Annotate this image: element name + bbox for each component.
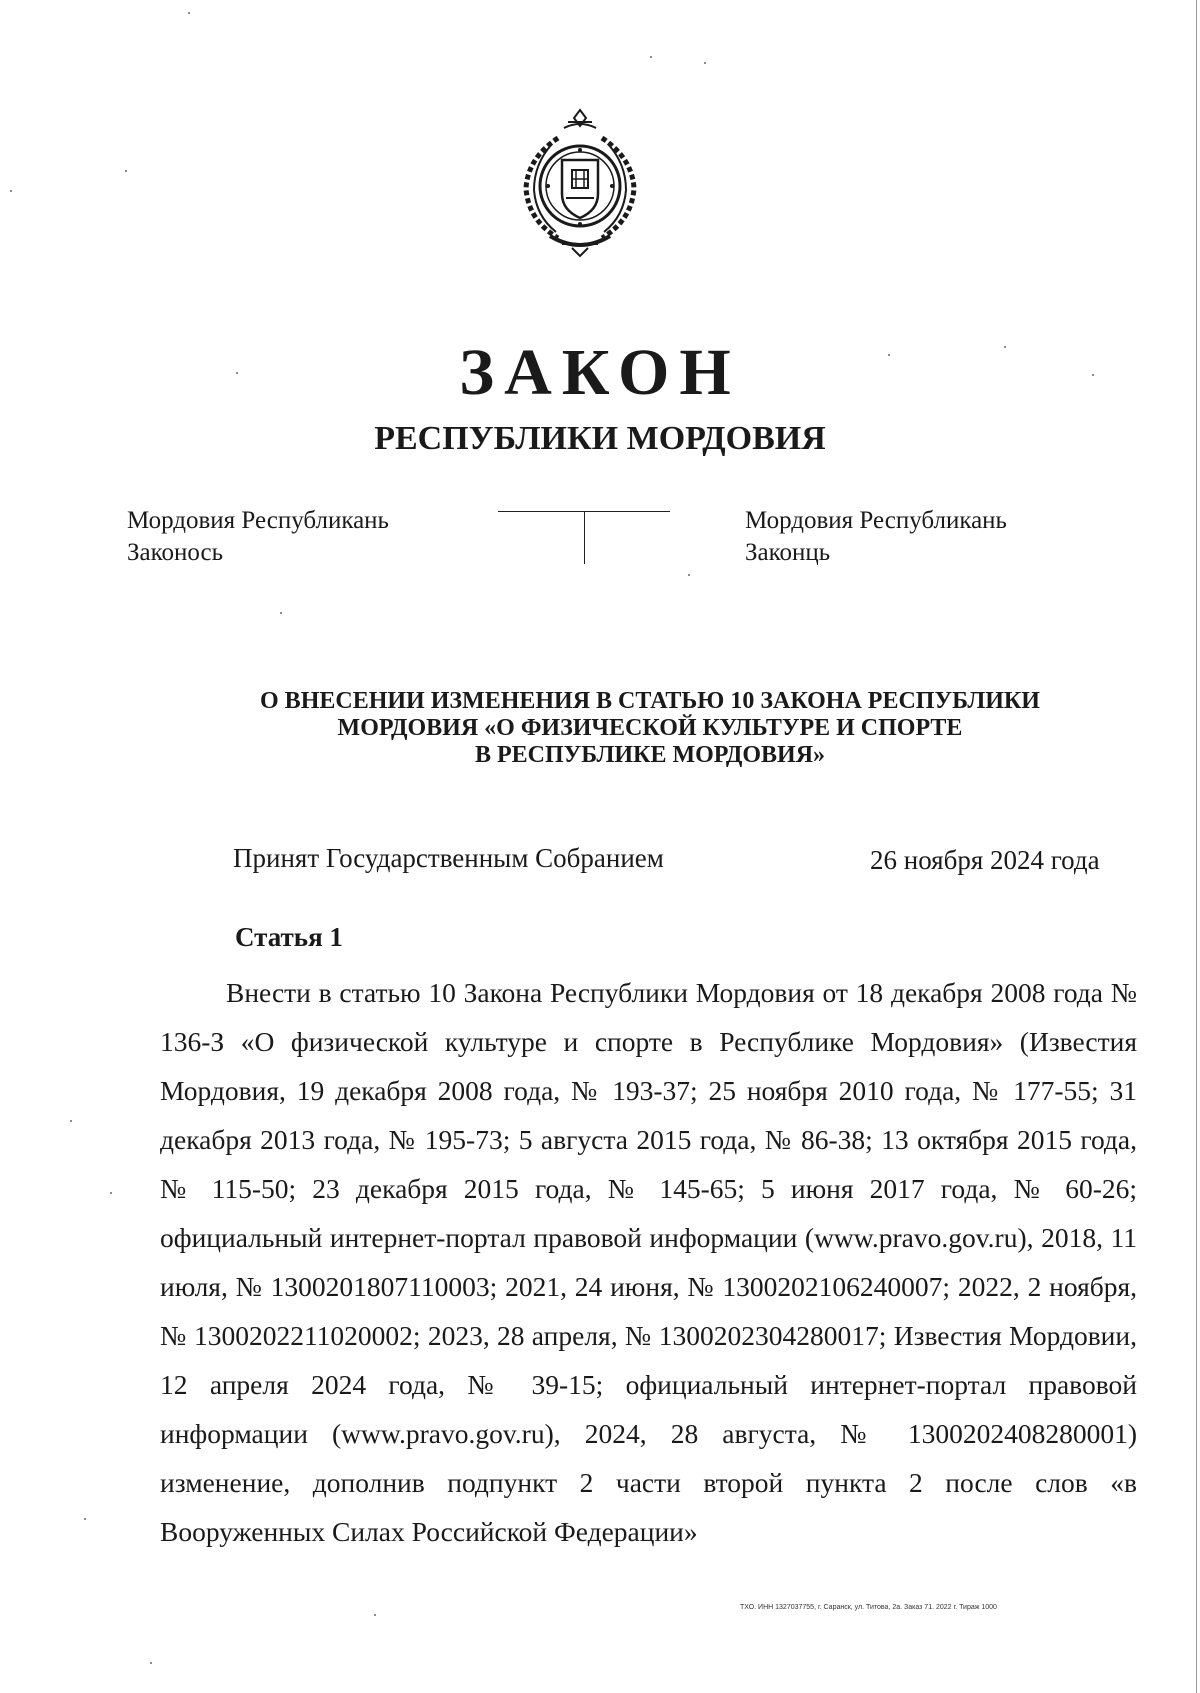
- scan-speck: [125, 170, 127, 172]
- scan-speck: [10, 190, 12, 192]
- article-body: Внести в статью 10 Закона Республики Мордовия от 18 декабря 2008 года № 136-З «О физической культуре и спорте в Республике Мордовия» (Известия Мордовия, 19 декабря 2008 года, № 193-37; 25 ноября 2010 года, № 177-55; 31 декабря 2013 года, № 195-73; 5 августа 2015 года, № 86-38; 13 октября 2015 года, № 115-50; 23 декабря 2015 года, № 145-65; 5 июня 2017 года, № 60-26; официальный интернет-портал правовой информации (www.pravo.gov.ru), 2018, 11 июля, № 1300201807110003; 2021, 24 июня, № 1300202106240007; 2022, 2 ноября, № 1300202211020002; 2023, 28 апреля, № 1300202304280017; Известия Мордовии, 12 апреля 2024 года, № 39-15; официальный интернет-портал правовой информации (www.pravo.gov.ru), 2024, 28 августа, № 1300202408280001) изменение, дополнив подпункт 2 части второй пункта 2 после слов «в Вооруженных Силах Российской Федерации»: [160, 977, 1137, 1547]
- erzya-title-right: [745, 505, 1007, 569]
- scan-speck: [188, 12, 190, 14]
- adoption-date: 26 ноября 2024 года: [870, 845, 1100, 875]
- article-heading: Статья 1: [235, 922, 343, 952]
- scan-speck: [280, 612, 282, 614]
- law-title-line-1: О ВНЕСЕНИИ ИЗМЕНЕНИЯ В СТАТЬЮ 10 ЗАКОНА РЕСПУБЛИКИ: [260, 688, 1040, 714]
- law-title-line-2: МОРДОВИЯ «О ФИЗИЧЕСКОЙ КУЛЬТУРЕ И СПОРТЕ: [337, 715, 963, 741]
- erzya-title-right-line-1: Мордовия Республикань: [745, 507, 1007, 534]
- printer-imprint: ТХО. ИНН 1327037755, г. Саранск, ул. Титова, 2а. Заказ 71. 2022 г. Тираж 1000: [740, 1604, 997, 1611]
- moksha-title-left: [127, 505, 389, 569]
- document-title: ЗАКОН: [459, 336, 741, 409]
- scan-edge: [1196, 0, 1197, 1693]
- scan-speck: [236, 372, 238, 374]
- scan-speck: [70, 1120, 72, 1122]
- document-subtitle: РЕСПУБЛИКИ МОРДОВИЯ: [374, 420, 826, 457]
- erzya-title-right-line-2: Законць: [745, 539, 831, 566]
- moksha-title-left-line-2: Законось: [127, 539, 223, 566]
- scan-speck: [650, 56, 652, 58]
- scan-speck: [374, 1614, 376, 1616]
- adoption-body: Принят Государственным Собранием: [233, 843, 664, 873]
- scan-speck: [150, 1662, 152, 1664]
- scan-speck: [704, 62, 706, 64]
- scan-speck: [1004, 346, 1006, 348]
- scan-speck: [888, 354, 890, 356]
- header-divider-vertical: [584, 512, 585, 564]
- moksha-title-left-line-1: Мордовия Республикань: [127, 507, 389, 534]
- coat-of-arms-icon: [510, 108, 650, 258]
- law-title-line-3: В РЕСПУБЛИКЕ МОРДОВИЯ»: [474, 742, 826, 768]
- scan-speck: [84, 1518, 86, 1520]
- scan-speck: [688, 574, 690, 576]
- scan-speck: [1092, 374, 1094, 376]
- scan-speck: [110, 1192, 112, 1194]
- law-title: [200, 688, 1100, 769]
